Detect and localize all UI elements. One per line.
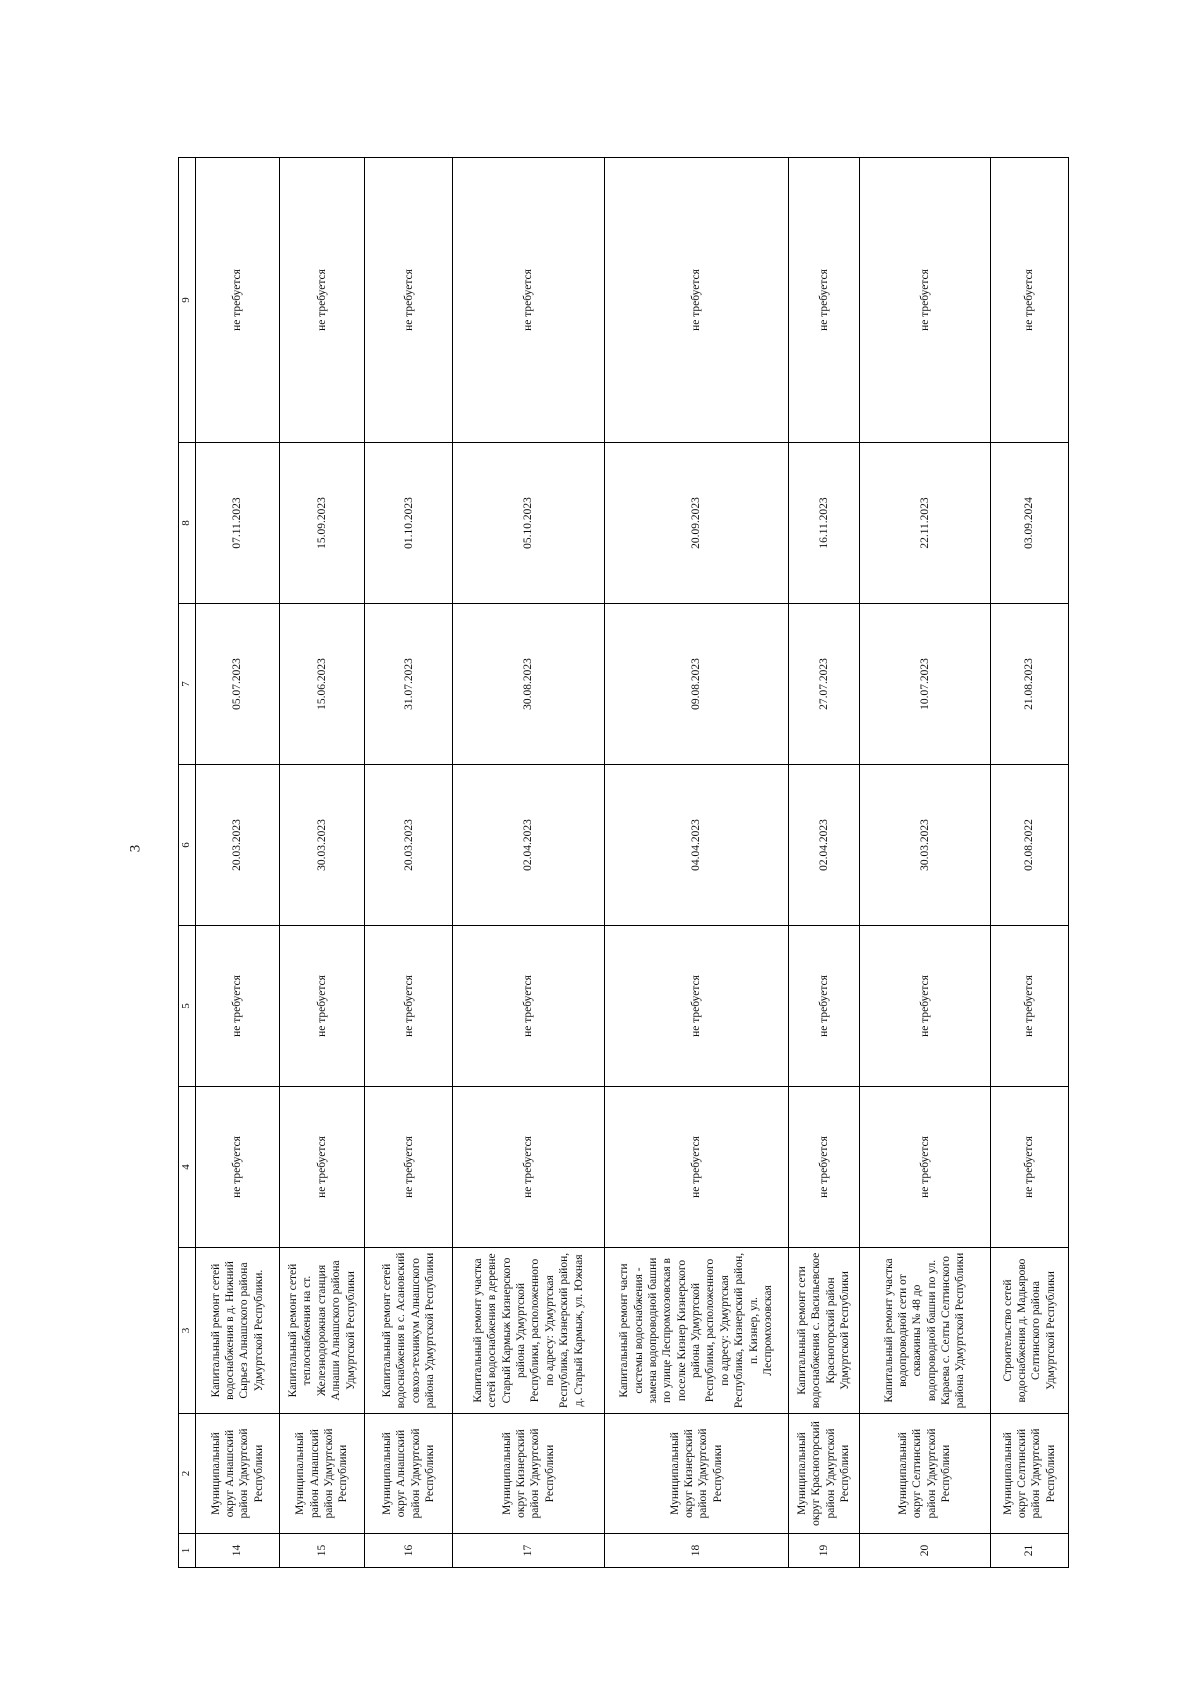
col9-cell: не требуется bbox=[859, 158, 990, 443]
col7-date: 05.07.2023 bbox=[196, 604, 280, 765]
col9-cell: не требуется bbox=[279, 158, 365, 443]
col5-cell: не требуется bbox=[365, 926, 453, 1087]
col6-date: 02.04.2023 bbox=[788, 765, 859, 926]
col4-cell: не требуется bbox=[990, 1087, 1068, 1248]
col8-date: 07.11.2023 bbox=[196, 443, 280, 604]
column-header: 7 bbox=[179, 604, 196, 765]
col5-cell: не требуется bbox=[453, 926, 605, 1087]
object-cell: Капитальный ремонт части системы водоснабжения - замена водопроводной башни по улице Леспромхозовская в поселке Кизнер Кизнерского района Удмуртской Республики, расположенного по адресу: Удмуртская Республика, Кизнерский район, п. Кизнер, ул. Леспромхозовская bbox=[604, 1248, 788, 1414]
column-header: 6 bbox=[179, 765, 196, 926]
col5-cell: не требуется bbox=[788, 926, 859, 1087]
col8-date: 22.11.2023 bbox=[859, 443, 990, 604]
row-number: 15 bbox=[279, 1534, 365, 1568]
table-row bbox=[990, 158, 1068, 1568]
col7-date: 21.08.2023 bbox=[990, 604, 1068, 765]
column-number-row bbox=[179, 158, 196, 1568]
table-row bbox=[365, 158, 453, 1568]
row-number: 14 bbox=[196, 1534, 280, 1568]
row-number: 16 bbox=[365, 1534, 453, 1568]
table-row bbox=[196, 158, 280, 1568]
col8-date: 01.10.2023 bbox=[365, 443, 453, 604]
col4-cell: не требуется bbox=[453, 1087, 605, 1248]
col4-cell: не требуется bbox=[365, 1087, 453, 1248]
table-row bbox=[604, 158, 788, 1568]
col5-cell: не требуется bbox=[604, 926, 788, 1087]
district-cell: Муниципальный округ Кизнерский район Удмуртской Республики bbox=[604, 1414, 788, 1534]
object-cell: Капитальный ремонт сетей водоснабжения в д. Нижний Сырьез Алнашского района Удмуртской Республики. bbox=[196, 1248, 280, 1414]
col7-date: 27.07.2023 bbox=[788, 604, 859, 765]
register-table bbox=[178, 157, 1069, 1568]
col6-date: 02.08.2022 bbox=[990, 765, 1068, 926]
col7-date: 31.07.2023 bbox=[365, 604, 453, 765]
district-cell: Муниципальный округ Селтинский район Удмуртской Республики bbox=[990, 1414, 1068, 1534]
col9-cell: не требуется bbox=[788, 158, 859, 443]
col4-cell: не требуется bbox=[196, 1087, 280, 1248]
object-cell: Капитальный ремонт сети водоснабжения с. Васильевское Красногорский район Удмуртской Республики bbox=[788, 1248, 859, 1414]
column-header: 9 bbox=[179, 158, 196, 443]
col5-cell: не требуется bbox=[196, 926, 280, 1087]
row-number: 18 bbox=[604, 1534, 788, 1568]
col9-cell: не требуется bbox=[365, 158, 453, 443]
col8-date: 05.10.2023 bbox=[453, 443, 605, 604]
col6-date: 20.03.2023 bbox=[196, 765, 280, 926]
row-number: 20 bbox=[859, 1534, 990, 1568]
col8-date: 15.09.2023 bbox=[279, 443, 365, 604]
col4-cell: не требуется bbox=[604, 1087, 788, 1248]
district-cell: Муниципальный округ Красногорский район Удмуртской Республики bbox=[788, 1414, 859, 1534]
col7-date: 10.07.2023 bbox=[859, 604, 990, 765]
col6-date: 20.03.2023 bbox=[365, 765, 453, 926]
column-header: 4 bbox=[179, 1087, 196, 1248]
col7-date: 15.06.2023 bbox=[279, 604, 365, 765]
column-header: 2 bbox=[179, 1414, 196, 1534]
col6-date: 04.04.2023 bbox=[604, 765, 788, 926]
district-cell: Муниципальный округ Алнашский район Удмуртской Республики bbox=[196, 1414, 280, 1534]
object-cell: Капитальный ремонт сетей теплоснабжения на ст. Железнодорожная станция Алнаши Алнашского района Удмуртской Республики bbox=[279, 1248, 365, 1414]
col8-date: 20.09.2023 bbox=[604, 443, 788, 604]
col4-cell: не требуется bbox=[279, 1087, 365, 1248]
col8-date: 16.11.2023 bbox=[788, 443, 859, 604]
district-cell: Муниципальный округ Кизнерский район Удмуртской Республики bbox=[453, 1414, 605, 1534]
object-cell: Капитальный ремонт сетей водоснабжения в с. Асановский совхоз-техникум Алнашского района Удмуртской Республики bbox=[365, 1248, 453, 1414]
col6-date: 30.03.2023 bbox=[859, 765, 990, 926]
col6-date: 02.04.2023 bbox=[453, 765, 605, 926]
district-cell: Муниципальный округ Алнашский район Удмуртской Республики bbox=[365, 1414, 453, 1534]
col4-cell: не требуется bbox=[788, 1087, 859, 1248]
col8-date: 03.09.2024 bbox=[990, 443, 1068, 604]
column-header: 3 bbox=[179, 1248, 196, 1414]
page-number: 3 bbox=[127, 844, 144, 853]
col9-cell: не требуется bbox=[453, 158, 605, 443]
table-row bbox=[453, 158, 605, 1568]
table-row bbox=[279, 158, 365, 1568]
row-number: 21 bbox=[990, 1534, 1068, 1568]
object-cell: Капитальный ремонт участка водопроводной сети от скважины № 48 до водопроводной башни по ул. Караева с. Селты Селтинского района Удмуртской Республики bbox=[859, 1248, 990, 1414]
col7-date: 30.08.2023 bbox=[453, 604, 605, 765]
col9-cell: не требуется bbox=[604, 158, 788, 443]
table-row bbox=[788, 158, 859, 1568]
row-number: 17 bbox=[453, 1534, 605, 1568]
col5-cell: не требуется bbox=[859, 926, 990, 1087]
object-cell: Строительство сетей водоснабжения д. Мадьярово Селтинского района Удмуртской Республики bbox=[990, 1248, 1068, 1414]
col6-date: 30.03.2023 bbox=[279, 765, 365, 926]
district-cell: Муниципальный округ Селтинский район Удмуртской Республики bbox=[859, 1414, 990, 1534]
col5-cell: не требуется bbox=[990, 926, 1068, 1087]
object-cell: Капитальный ремонт участка сетей водоснабжения в деревне Старый Кармыж Кизнерского района Удмуртской Республики, расположенного по адресу: Удмуртская Республика, Кизнерский район, д. Старый Кармыж, ул. Южная bbox=[453, 1248, 605, 1414]
col9-cell: не требуется bbox=[990, 158, 1068, 443]
col5-cell: не требуется bbox=[279, 926, 365, 1087]
column-header: 8 bbox=[179, 443, 196, 604]
col4-cell: не требуется bbox=[859, 1087, 990, 1248]
row-number: 19 bbox=[788, 1534, 859, 1568]
column-header: 1 bbox=[179, 1534, 196, 1568]
column-header: 5 bbox=[179, 926, 196, 1087]
table-row bbox=[859, 158, 990, 1568]
district-cell: Муниципальный район Алнашский район Удмуртской Республики bbox=[279, 1414, 365, 1534]
col7-date: 09.08.2023 bbox=[604, 604, 788, 765]
rotated-table-container bbox=[178, 158, 1069, 1568]
col9-cell: не требуется bbox=[196, 158, 280, 443]
